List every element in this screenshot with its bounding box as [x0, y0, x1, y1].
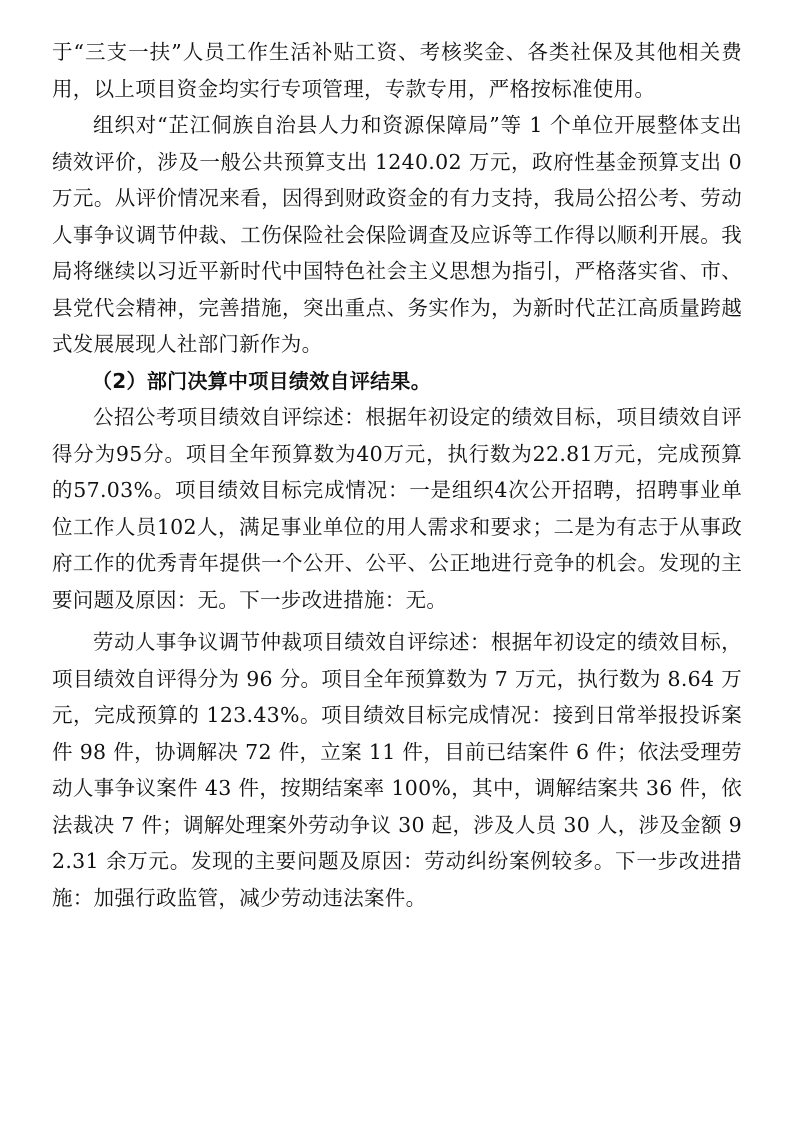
paragraph-overall-evaluation: 组织对“芷江侗族自治县人力和资源保障局”等 1 个单位开展整体支出绩效评价，涉及一般公共预算支出 1240.02 万元，政府性基金预算支出 0 万元。从评价情况来看，因得到财政资金的有力支持，我局公招公考、劳动人事争议调节仲裁、工伤保险社会保险调查及应诉等工作得以顺利开展。我局将继续以习近平新时代中国特色社会主义思想为指引，严格落实省、市、县党代会精神，完善措施，突出重点、务实作为，为新时代芷江高质量跨越式发展展现人社部门新作为。	[52, 113, 742, 356]
paragraph-continuation: 于“三支一扶”人员工作生活补贴工资、考核奖金、各类社保及其他相关费用，以上项目资金均实行专项管理，专款专用，严格按标准使用。	[52, 40, 742, 101]
paragraph-recruitment-project: 公招公考项目绩效自评综述：根据年初设定的绩效目标，项目绩效自评得分为95分。项目全年预算数为40万元，执行数为22.81万元，完成预算的57.03%。项目绩效目标完成情况：一是组织4次公开招聘，招聘事业单位工作人员102人，满足事业单位的用人需求和要求；二是为有志于从事政府工作的优秀青年提供一个公开、公平、公正地进行竞争的机会。发现的主要问题及原因：无。下一步改进措施：无。	[52, 405, 742, 612]
document-body	[52, 34, 742, 916]
section-heading: （2）部门决算中项目绩效自评结果。	[92, 368, 432, 393]
paragraph-arbitration-project: 劳动人事争议调节仲裁项目绩效自评综述：根据年初设定的绩效目标，项目绩效自评得分为 96 分。项目全年预算数为 7 万元，执行数为 8.64 万元，完成预算的 123.43%。项目绩效目标完成情况：接到日常举报投诉案件 98 件，协调解决 72 件，立案 11 件，目前已结案件 6 件；依法受理劳动人事争议案件 43 件，按期结案率 100%，其中，调解结案共 36 件，依法裁决 7 件；调解处理案外劳动争议 30 起，涉及人员 30 人，涉及金额 92.31 余万元。发现的主要问题及原因：劳动纠纷案例较多。下一步改进措施：加强行政监管，减少劳动违法案件。	[52, 630, 742, 910]
